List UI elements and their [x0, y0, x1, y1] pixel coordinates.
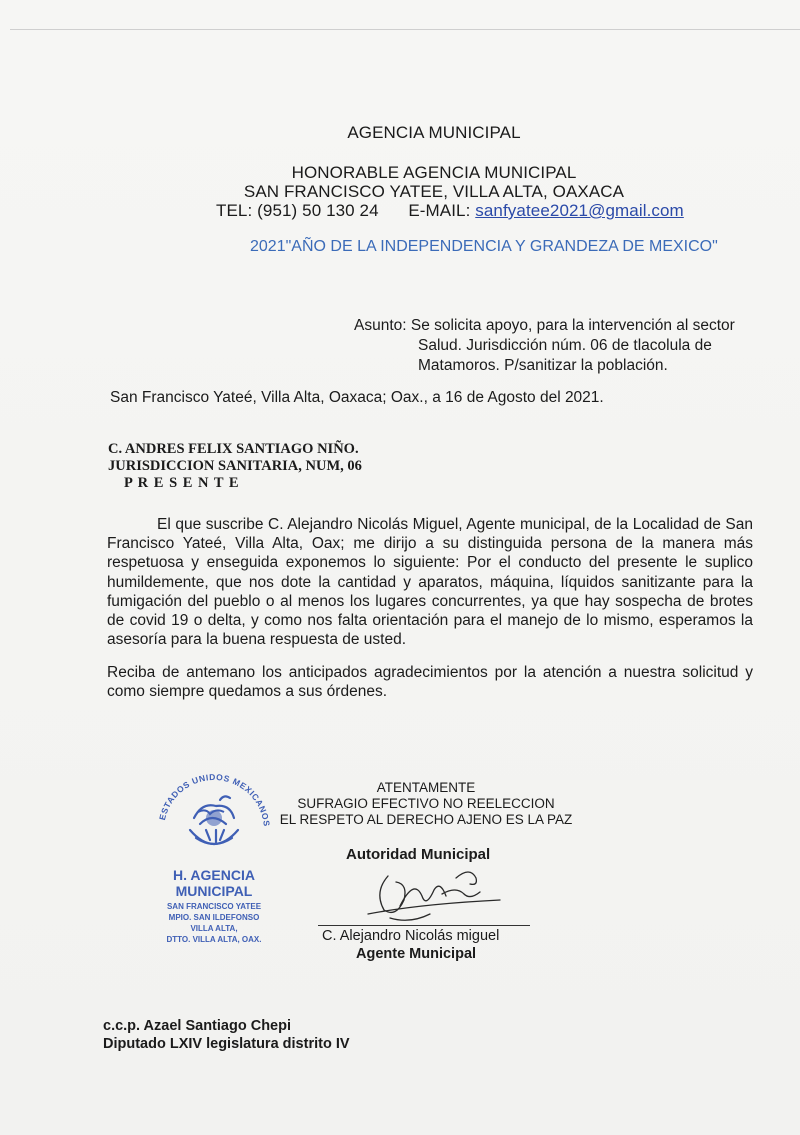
closing-respeto: EL RESPETO AL DERECHO AJENO ES LA PAZ: [279, 812, 573, 827]
presente: P R E S E N T E: [124, 475, 240, 491]
year-motto: 2021"AÑO DE LA INDEPENDENCIA Y GRANDEZA DE MEXICO": [250, 238, 718, 255]
top-border-line: [10, 29, 800, 30]
signature-icon: [360, 856, 510, 928]
subject-label: Asunto:: [354, 317, 407, 334]
seal-line-1: H. AGENCIA: [173, 867, 255, 883]
subject-line-2: Salud. Jurisdicción núm. 06 de tlacolula de: [418, 337, 712, 354]
cc-line-2: Diputado LXIV legislatura distrito IV: [103, 1036, 350, 1052]
phone: TEL: (951) 50 130 24: [216, 201, 379, 220]
body-paragraph-1: El que suscribe C. Alejandro Nicolás Miguel, Agente municipal, de la Localidad de San Francisco Yateé, Villa Alta, Oax; me dirijo a su distinguida persona de la manera más respetuosa y enseguida exponemos lo siguiente: Por el conducto del presente le suplico humildemente, que nos dote la cantidad y aparatos, máquina, líquidos sanitizante para la fumigación del pueblo o al menos los lugares concurrentes, ya que hay sospecha de brotes de covid 19 o delta, y como nos falta orientación para el manejo de lo mismo, esperamos la asesoría para la buena respuesta de usted.: [107, 516, 753, 649]
addressee-office: JURISDICCION SANITARIA, NUM, 06: [108, 458, 362, 474]
addressee-name: C. ANDRES FELIX SANTIAGO NIÑO.: [108, 441, 359, 457]
signature-line: [318, 925, 530, 926]
email-link[interactable]: sanfyatee2021@gmail.com: [475, 201, 684, 220]
closing-atentamente: ATENTAMENTE: [376, 780, 476, 795]
authority-title: Autoridad Municipal: [346, 846, 491, 863]
signer-role: Agente Municipal: [356, 946, 477, 962]
seal-line-3: SAN FRANCISCO YATEE: [166, 902, 262, 911]
signer-name: C. Alejandro Nicolás miguel: [322, 928, 500, 944]
body-paragraph-2: Reciba de antemano los anticipados agradecimientos por la atención a nuestra solicitud y como siempre quedamos a sus órdenes.: [107, 664, 753, 701]
location-line: SAN FRANCISCO YATEE, VILLA ALTA, OAXACA: [243, 182, 625, 201]
closing-sufragio: SUFRAGIO EFECTIVO NO REELECCION: [297, 796, 555, 811]
agency-title: AGENCIA MUNICIPAL: [347, 123, 521, 142]
email-label: E-MAIL:: [408, 201, 471, 220]
seal-line-6: DTTO. VILLA ALTA, OAX.: [166, 935, 262, 944]
date-line: San Francisco Yateé, Villa Alta, Oaxaca; Oax., a 16 de Agosto del 2021.: [110, 389, 604, 406]
municipal-seal: [150, 768, 278, 963]
seal-line-4: MPIO. SAN ILDEFONSO: [168, 913, 260, 922]
subject-line-1: Se solicita apoyo, para la intervención al sector: [410, 317, 735, 334]
seal-line-5: VILLA ALTA,: [190, 924, 238, 933]
honorable-title: HONORABLE AGENCIA MUNICIPAL: [291, 163, 577, 182]
subject-line-3: Matamoros. P/sanitizar la población.: [418, 357, 668, 374]
seal-line-2: MUNICIPAL: [175, 883, 253, 899]
subject-block: [354, 316, 774, 376]
seal-ring-text: ESTADOS UNIDOS MEXICANOS: [157, 771, 272, 828]
contact-line: [216, 201, 684, 221]
cc-line-1: c.c.p. Azael Santiago Chepi: [103, 1018, 292, 1034]
